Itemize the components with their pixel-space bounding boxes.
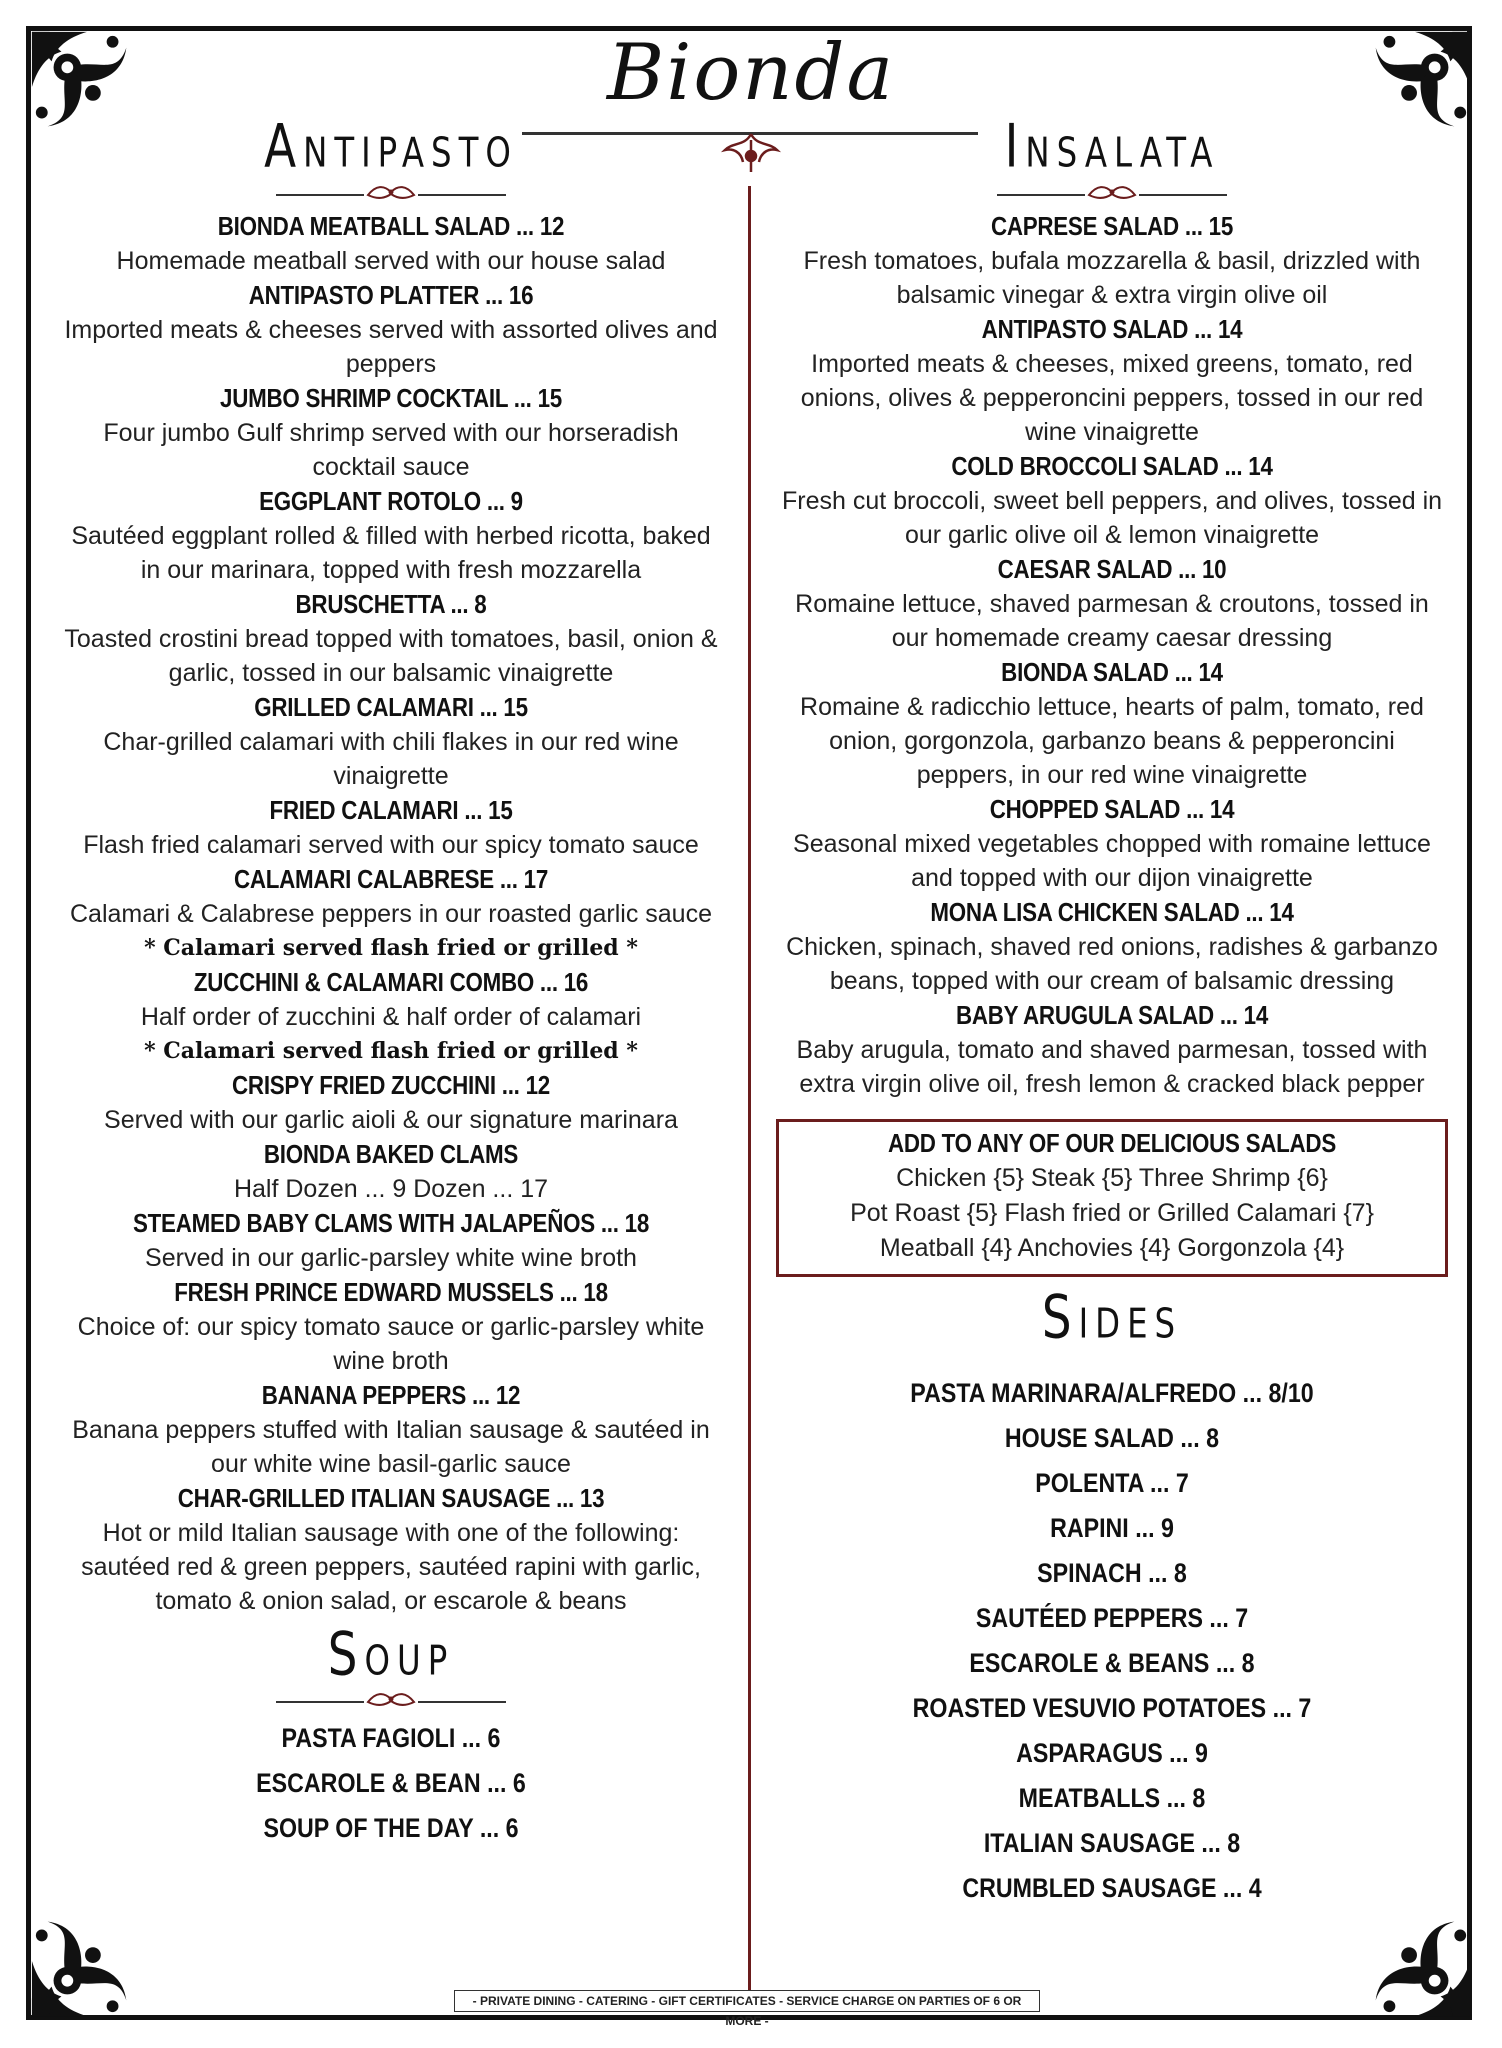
menu-item-description: Romaine lettuce, shaved parmesan & croutons, tossed in our homemade creamy caesar dressing bbox=[795, 589, 1429, 652]
menu-item-description: Banana peppers stuffed with Italian sausage & sautéed in our white wine basil-garlic sauce bbox=[72, 1415, 710, 1478]
side-item: CRUMBLED SAUSAGE ... 4 bbox=[962, 1873, 1262, 1904]
menu-item-title: BANANA PEPPERS ... 12 bbox=[261, 1379, 521, 1410]
menu-item-title: CAPRESE SALAD ... 15 bbox=[990, 210, 1234, 241]
menu-item bbox=[56, 278, 726, 381]
side-item: SPINACH ... 8 bbox=[1037, 1558, 1187, 1589]
side-item: MEATBALLS ... 8 bbox=[1018, 1783, 1206, 1814]
menu-item bbox=[56, 1481, 726, 1618]
menu-item-description: Chicken, spinach, shaved red onions, radishes & garbanzo beans, topped with our cream of balsamic dressing bbox=[786, 932, 1438, 995]
menu-item-description: Served with our garlic aioli & our signature marinara bbox=[104, 1105, 678, 1134]
soup-heading: Soup bbox=[327, 1620, 455, 1690]
section-ornament-icon bbox=[997, 183, 1227, 201]
column-divider bbox=[748, 186, 751, 1994]
menu-item-title: BIONDA BAKED CLAMS bbox=[263, 1138, 519, 1169]
menu-item-description: Toasted crostini bread topped with tomatoes, basil, onion & garlic, tossed in our balsamic vinaigrette bbox=[64, 624, 718, 687]
menu-item-title: CHOPPED SALAD ... 14 bbox=[989, 793, 1235, 824]
menu-item-title: BIONDA MEATBALL SALAD ... 12 bbox=[217, 210, 565, 241]
left-column bbox=[56, 112, 726, 1851]
menu-item-title: GRILLED CALAMARI ... 15 bbox=[254, 691, 528, 722]
menu-item bbox=[776, 792, 1448, 895]
menu-item-description: Romaine & radicchio lettuce, hearts of palm, tomato, red onion, gorgonzola, garbanzo beans & pepperoncini peppers, in our red wine vinaigrette bbox=[800, 692, 1424, 789]
menu-item-description: Fresh cut broccoli, sweet bell peppers, and olives, tossed in our garlic olive oil & lemon vinaigrette bbox=[781, 486, 1443, 549]
menu-item bbox=[776, 209, 1448, 312]
menu-item-description: Homemade meatball served with our house salad bbox=[116, 246, 666, 275]
side-item: RAPINI ... 9 bbox=[1050, 1513, 1174, 1544]
menu-item-description: Calamari & Calabrese peppers in our roasted garlic sauce bbox=[70, 899, 712, 928]
right-column bbox=[776, 112, 1448, 1911]
sides-list bbox=[776, 1371, 1448, 1911]
menu-item-title: FRIED CALAMARI ... 15 bbox=[269, 794, 513, 825]
menu-item-title: CRISPY FRIED ZUCCHINI ... 12 bbox=[232, 1069, 550, 1100]
menu-item bbox=[776, 998, 1448, 1101]
soup-list bbox=[56, 1716, 726, 1851]
menu-item-title: MONA LISA CHICKEN SALAD ... 14 bbox=[930, 896, 1294, 927]
menu-item bbox=[56, 965, 726, 1068]
menu-item-note: * Calamari served flash fried or grilled * bbox=[144, 1037, 638, 1064]
menu-item bbox=[776, 895, 1448, 998]
menu-item bbox=[56, 1137, 726, 1206]
soup-item: SOUP OF THE DAY ... 6 bbox=[263, 1813, 519, 1844]
side-item: POLENTA ... 7 bbox=[1035, 1468, 1189, 1499]
section-ornament-icon bbox=[276, 1690, 506, 1708]
menu-item-description: Four jumbo Gulf shrimp served with our horseradish cocktail sauce bbox=[103, 418, 679, 481]
menu-item-title: BRUSCHETTA ... 8 bbox=[295, 588, 487, 619]
menu-item bbox=[56, 862, 726, 965]
menu-item bbox=[56, 1275, 726, 1378]
menu-item bbox=[776, 312, 1448, 449]
side-item: ROASTED VESUVIO POTATOES ... 7 bbox=[912, 1693, 1312, 1724]
addons-line: Meatball {4} Anchovies {4} Gorgonzola {4} bbox=[879, 1233, 1345, 1262]
menu-item bbox=[56, 1206, 726, 1275]
menu-item-description: Imported meats & cheeses, mixed greens, tomato, red onions, olives & pepperoncini peppers, tossed in our red wine vinaigrette bbox=[800, 349, 1424, 446]
menu-item-description: Hot or mild Italian sausage with one of the following: sautéed red & green peppers, sautéed rapini with garlic, tomato & onion salad, or escarole & beans bbox=[81, 1518, 701, 1615]
side-item: HOUSE SALAD ... 8 bbox=[1004, 1423, 1220, 1454]
insalata-heading: Insalata bbox=[1004, 112, 1220, 182]
menu-item-title: CALAMARI CALABRESE ... 17 bbox=[233, 863, 549, 894]
menu-item bbox=[56, 793, 726, 862]
menu-item-title: CHAR-GRILLED ITALIAN SAUSAGE ... 13 bbox=[177, 1482, 605, 1513]
footer-notice: - PRIVATE DINING - CATERING - GIFT CERTIFICATES - SERVICE CHARGE ON PARTIES OF 6 OR MORE - bbox=[454, 1990, 1040, 2012]
menu-item-title: BABY ARUGULA SALAD ... 14 bbox=[955, 999, 1269, 1030]
menu-item-title: ZUCCHINI & CALAMARI COMBO ... 16 bbox=[193, 966, 589, 997]
menu-item-description: Baby arugula, tomato and shaved parmesan, tossed with extra virgin olive oil, fresh lemon & cracked black pepper bbox=[796, 1035, 1428, 1098]
menu-item-description: Char-grilled calamari with chili flakes in our red wine vinaigrette bbox=[103, 727, 679, 790]
antipasto-list bbox=[56, 209, 726, 1618]
menu-item-title: BIONDA SALAD ... 14 bbox=[1001, 656, 1223, 687]
restaurant-logo: Bionda bbox=[607, 28, 895, 118]
section-ornament-icon bbox=[276, 183, 506, 201]
menu-item-note: * Calamari served flash fried or grilled * bbox=[144, 934, 638, 961]
menu-item-description: Imported meats & cheeses served with assorted olives and peppers bbox=[64, 315, 718, 378]
menu-item-title: JUMBO SHRIMP COCKTAIL ... 15 bbox=[220, 382, 562, 413]
side-item: ASPARAGUS ... 9 bbox=[1016, 1738, 1208, 1769]
addons-title: ADD TO ANY OF OUR DELICIOUS SALADS bbox=[887, 1127, 1336, 1158]
side-item: PASTA MARINARA/ALFREDO ... 8/10 bbox=[910, 1378, 1314, 1409]
side-item: ESCAROLE & BEANS ... 8 bbox=[969, 1648, 1255, 1679]
addons-line: Pot Roast {5} Flash fried or Grilled Calamari {7} bbox=[850, 1198, 1374, 1227]
menu-item-description: Sautéed eggplant rolled & filled with herbed ricotta, baked in our marinara, topped with fresh mozzarella bbox=[71, 521, 711, 584]
salad-addons-box bbox=[776, 1119, 1448, 1277]
menu-item bbox=[56, 484, 726, 587]
menu-item-description: Half order of zucchini & half order of calamari bbox=[140, 1002, 642, 1031]
corner-ornament-icon bbox=[28, 1902, 146, 2020]
menu-item-description: Choice of: our spicy tomato sauce or garlic-parsley white wine broth bbox=[77, 1312, 705, 1375]
menu-item bbox=[56, 587, 726, 690]
side-item: SAUTÉED PEPPERS ... 7 bbox=[975, 1603, 1249, 1634]
menu-item-title: COLD BROCCOLI SALAD ... 14 bbox=[951, 450, 1273, 481]
menu-item bbox=[56, 1068, 726, 1137]
menu-item bbox=[776, 655, 1448, 792]
soup-item: ESCAROLE & BEAN ... 6 bbox=[256, 1768, 526, 1799]
menu-item-description: Served in our garlic-parsley white wine broth bbox=[145, 1243, 637, 1272]
menu-item-description: Half Dozen ... 9 Dozen ... 17 bbox=[233, 1174, 549, 1203]
side-item: ITALIAN SAUSAGE ... 8 bbox=[983, 1828, 1241, 1859]
menu-item-title: EGGPLANT ROTOLO ... 9 bbox=[259, 485, 523, 516]
antipasto-heading: Antipasto bbox=[264, 112, 518, 182]
menu-item-description: Seasonal mixed vegetables chopped with romaine lettuce and topped with our dijon vinaigrette bbox=[793, 829, 1431, 892]
addons-line: Chicken {5} Steak {5} Three Shrimp {6} bbox=[896, 1163, 1328, 1192]
menu-item bbox=[56, 381, 726, 484]
menu-item-description: Flash fried calamari served with our spicy tomato sauce bbox=[83, 830, 699, 859]
corner-ornament-icon bbox=[1356, 1902, 1474, 2020]
menu-item bbox=[776, 552, 1448, 655]
menu-item-title: STEAMED BABY CLAMS WITH JALAPEÑOS ... 18 bbox=[132, 1207, 650, 1238]
sides-heading: Sides bbox=[1041, 1283, 1183, 1353]
menu-item-title: FRESH PRINCE EDWARD MUSSELS ... 18 bbox=[174, 1276, 608, 1307]
menu-item bbox=[776, 449, 1448, 552]
menu-item-title: CAESAR SALAD ... 10 bbox=[997, 553, 1227, 584]
menu-item-title: ANTIPASTO PLATTER ... 16 bbox=[248, 279, 534, 310]
soup-item: PASTA FAGIOLI ... 6 bbox=[281, 1723, 501, 1754]
menu-item bbox=[56, 209, 726, 278]
menu-item bbox=[56, 690, 726, 793]
insalata-list bbox=[776, 209, 1448, 1101]
menu-item-description: Fresh tomatoes, bufala mozzarella & basil, drizzled with balsamic vinegar & extra virgin olive oil bbox=[803, 246, 1421, 309]
menu-item-title: ANTIPASTO SALAD ... 14 bbox=[981, 313, 1243, 344]
menu-item bbox=[56, 1378, 726, 1481]
